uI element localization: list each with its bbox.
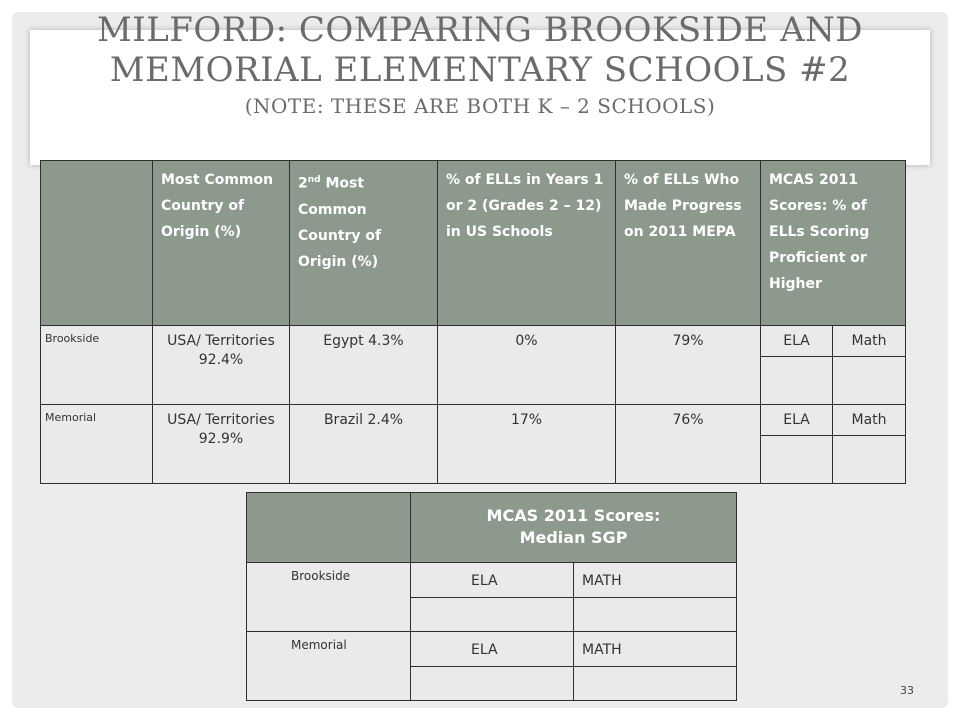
slide-title — [30, 10, 930, 120]
sgp-brookside-math-value — [574, 598, 737, 632]
page-number: 33 — [900, 684, 914, 697]
memorial-country1: USA/ Territories 92.9% — [153, 405, 290, 484]
memorial-ela-label: ELA — [761, 405, 833, 436]
header-ells-new: % of ELLs in Years 1 or 2 (Grades 2 – 12) in US Schools — [438, 161, 616, 326]
sgp-memorial-math-label: MATH — [574, 632, 737, 667]
comparison-table — [40, 160, 906, 484]
brookside-ela-value — [761, 357, 833, 405]
header-second-country: 2nd Most Common Country of Origin (%) — [290, 161, 438, 326]
row-label-memorial: Memorial — [41, 405, 153, 484]
sgp-brookside-ela-label: ELA — [411, 563, 574, 598]
sgp-memorial-math-value — [574, 667, 737, 701]
sgp-memorial-ela-label: ELA — [411, 632, 574, 667]
title-note: (NOTE: THESE ARE BOTH K – 2 SCHOOLS) — [244, 94, 716, 118]
sgp-brookside-ela-value — [411, 598, 574, 632]
memorial-math-value — [833, 436, 906, 484]
brookside-ells-new: 0% — [438, 326, 616, 405]
title-line-1: MILFORD: COMPARING BROOKSIDE AND — [96, 10, 864, 50]
brookside-country1: USA/ Territories 92.4% — [153, 326, 290, 405]
memorial-ells-new: 17% — [438, 405, 616, 484]
memorial-mepa: 76% — [616, 405, 761, 484]
sgp-row-label-memorial: Memorial — [247, 632, 411, 701]
brookside-ela-label: ELA — [761, 326, 833, 357]
memorial-ela-value — [761, 436, 833, 484]
memorial-math-label: Math — [833, 405, 906, 436]
brookside-math-label: Math — [833, 326, 906, 357]
row-label-brookside: Brookside — [41, 326, 153, 405]
sgp-header — [411, 493, 737, 563]
brookside-math-value — [833, 357, 906, 405]
title-line-2: MEMORIAL ELEMENTARY SCHOOLS #2 — [109, 50, 851, 90]
header-mcas-proficient: MCAS 2011 Scores: % of ELLs Scoring Proficient or Higher — [761, 161, 906, 326]
sgp-memorial-ela-value — [411, 667, 574, 701]
header-most-common-country: Most Common Country of Origin (%) — [153, 161, 290, 326]
sgp-row-label-brookside: Brookside — [247, 563, 411, 632]
memorial-country2: Brazil 2.4% — [290, 405, 438, 484]
sgp-brookside-math-label: MATH — [574, 563, 737, 598]
header-mepa-progress: % of ELLs Who Made Progress on 2011 MEPA — [616, 161, 761, 326]
sgp-table — [246, 492, 737, 701]
brookside-country2: Egypt 4.3% — [290, 326, 438, 405]
brookside-mepa: 79% — [616, 326, 761, 405]
sgp-header-line-2: Median SGP — [519, 528, 628, 547]
header-empty — [41, 161, 153, 326]
sgp-header-empty — [247, 493, 411, 563]
sgp-header-line-1: MCAS 2011 Scores: — [486, 506, 661, 525]
